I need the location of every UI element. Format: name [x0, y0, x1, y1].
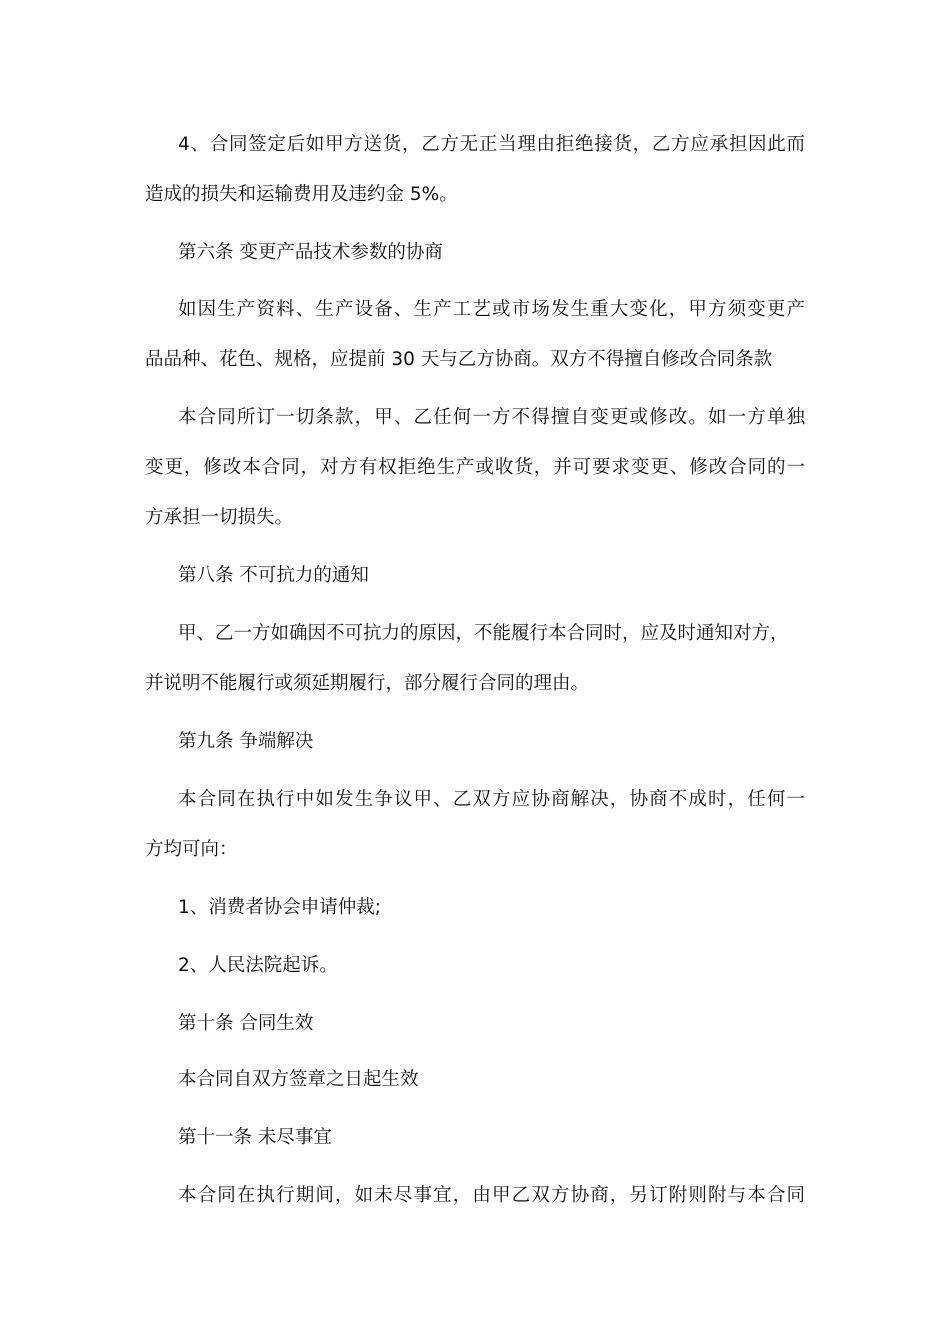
- section-heading: 第十条 合同生效: [178, 1013, 314, 1034]
- paragraph-line: 变更，修改本合同，对方有权拒绝生产或收货，并可要求变更、修改合同的一: [145, 457, 805, 478]
- paragraph-line: 并说明不能履行或须延期履行，部分履行合同的理由。: [145, 673, 590, 694]
- list-item: 1、消费者协会申请仲裁;: [178, 897, 382, 918]
- section-heading: 第六条 变更产品技术参数的协商: [178, 242, 443, 263]
- paragraph-line: 4、合同签定后如甲方送货，乙方无正当理由拒绝接货，乙方应承担因此而: [178, 134, 805, 155]
- section-heading: 第十一条 未尽事宜: [178, 1127, 332, 1148]
- paragraph-line: 品品种、花色、规格，应提前 30 天与乙方协商。双方不得擅自修改合同条款: [145, 349, 773, 370]
- paragraph-line: 本合同所订一切条款，甲、乙任何一方不得擅自变更或修改。如一方单独: [178, 407, 805, 428]
- paragraph-line: 甲、乙一方如确因不可抗力的原因，不能履行本合同时，应及时通知对方，: [178, 623, 789, 644]
- paragraph-line: 方均可向：: [145, 839, 238, 860]
- paragraph-line: 方承担一切损失。: [145, 507, 294, 528]
- paragraph-line: 本合同在执行期间，如未尽事宜，由甲乙双方协商，另订附则附与本合同: [178, 1185, 805, 1206]
- list-item: 2、人民法院起诉。: [178, 955, 338, 976]
- paragraph-line: 造成的损失和运输费用及违约金 5%。: [145, 184, 458, 205]
- section-heading: 第九条 争端解决: [178, 731, 314, 752]
- section-heading: 第八条 不可抗力的通知: [178, 565, 369, 586]
- paragraph-line: 本合同自双方签章之日起生效: [178, 1069, 419, 1090]
- paragraph-line: 本合同在执行中如发生争议甲、乙双方应协商解决，协商不成时，任何一: [178, 789, 805, 810]
- paragraph-line: 如因生产资料、生产设备、生产工艺或市场发生重大变化，甲方须变更产: [178, 299, 805, 320]
